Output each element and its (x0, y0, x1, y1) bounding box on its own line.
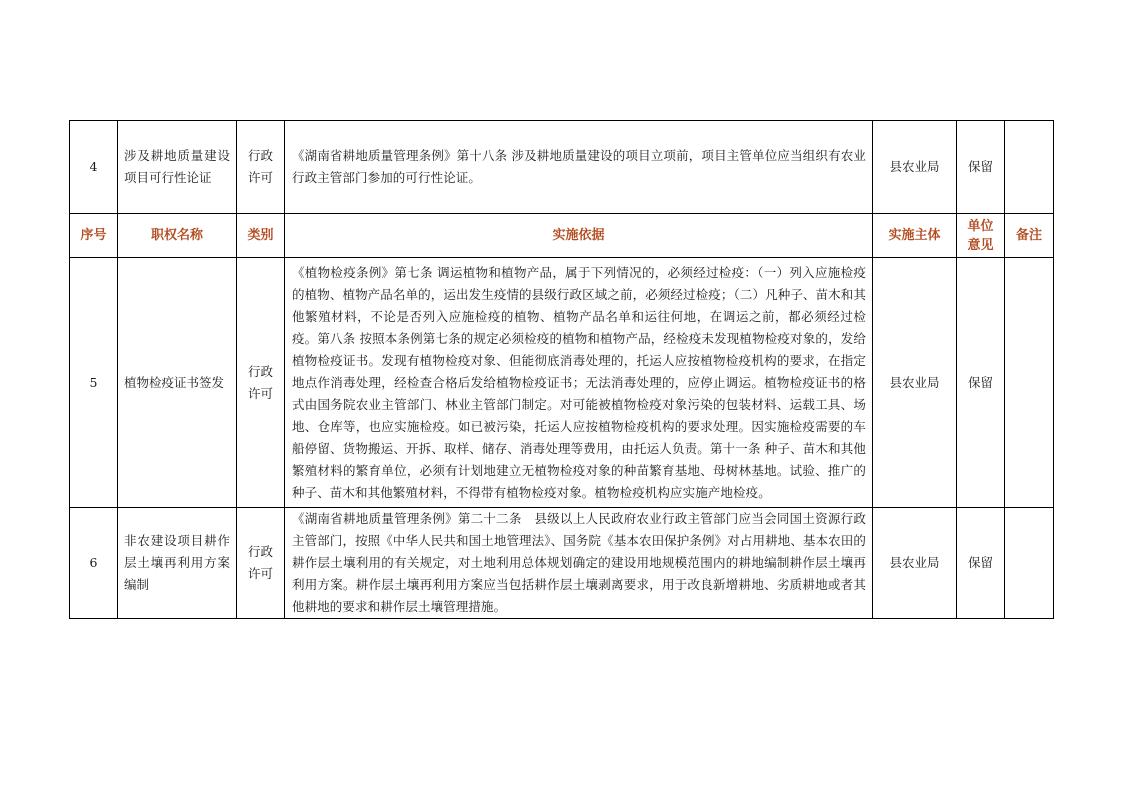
table-row (70, 258, 1054, 508)
row-opinion: 保留 (957, 258, 1005, 508)
row-type: 行政许可 (237, 121, 285, 214)
authority-table (69, 120, 1054, 619)
row-subject: 县农业局 (873, 121, 957, 214)
row-note (1005, 258, 1054, 508)
row-basis: 《植物检疫条例》第七条 调运植物和植物产品，属于下列情况的，必须经过检疫：（一）列入应施检疫的植物、植物产品名单的，运出发生疫情的县级行政区域之前，必须经过检疫；（二）凡种子、苗木和其他繁殖材料，不论是否列入应施检疫的植物、植物产品名单和运往何地，在调运之前，都必须经过检疫。第八条 按照本条例第七条的规定必须检疫的植物和植物产品，经检疫未发现植物检疫对象的，发给植物检疫证书。发现有植物检疫对象、但能彻底消毒处理的，托运人应按植物检疫机构的要求，在指定地点作消毒处理，经检查合格后发给植物检疫证书；无法消毒处理的，应停止调运。植物检疫证书的格式由国务院农业主管部门、林业主管部门制定。对可能被植物检疫对象污染的包装材料、运载工具、场地、仓库等，也应实施检疫。如已被污染，托运人应按植物检疫机构的要求处理。因实施检疫需要的车船停留、货物搬运、开拆、取样、储存、消毒处理等费用，由托运人负责。第十一条 种子、苗木和其他繁殖材料的繁育单位，必须有计划地建立无植物检疫对象的种苗繁育基地、母树林基地。试验、推广的种子、苗木和其他繁殖材料，不得带有植物检疫对象。植物检疫机构应实施产地检疫。 (285, 258, 873, 508)
header-name: 职权名称 (118, 214, 237, 258)
row-opinion: 保留 (957, 508, 1005, 619)
row-seq: 5 (70, 258, 118, 508)
row-name: 非农建设项目耕作层土壤再利用方案编制 (118, 508, 237, 619)
row-note (1005, 508, 1054, 619)
header-note: 备注 (1005, 214, 1054, 258)
row-subject: 县农业局 (873, 508, 957, 619)
header-type: 类别 (237, 214, 285, 258)
table-row (70, 121, 1054, 214)
row-type: 行政许可 (237, 508, 285, 619)
row-opinion: 保留 (957, 121, 1005, 214)
header-seq: 序号 (70, 214, 118, 258)
row-seq: 6 (70, 508, 118, 619)
row-name: 植物检疫证书签发 (118, 258, 237, 508)
row-seq: 4 (70, 121, 118, 214)
header-opinion: 单位意见 (957, 214, 1005, 258)
table-row (70, 508, 1054, 619)
row-name: 涉及耕地质量建设项目可行性论证 (118, 121, 237, 214)
row-note (1005, 121, 1054, 214)
row-basis: 《湖南省耕地质量管理条例》第十八条 涉及耕地质量建设的项目立项前，项目主管单位应当组织有农业行政主管部门参加的可行性论证。 (285, 121, 873, 214)
header-basis: 实施依据 (285, 214, 873, 258)
row-type: 行政许可 (237, 258, 285, 508)
row-subject: 县农业局 (873, 258, 957, 508)
header-subject: 实施主体 (873, 214, 957, 258)
row-basis: 《湖南省耕地质量管理条例》第二十二条 县级以上人民政府农业行政主管部门应当会同国土资源行政主管部门，按照《中华人民共和国土地管理法》、国务院《基本农田保护条例》对占用耕地、基本农田的耕作层土壤利用的有关规定，对土地利用总体规划确定的建设用地规模范围内的耕地编制耕作层土壤再利用方案。耕作层土壤再利用方案应当包括耕作层土壤剥离要求，用于改良新增耕地、劣质耕地或者其他耕地的要求和耕作层土壤管理措施。 (285, 508, 873, 619)
table-header-row (70, 214, 1054, 258)
